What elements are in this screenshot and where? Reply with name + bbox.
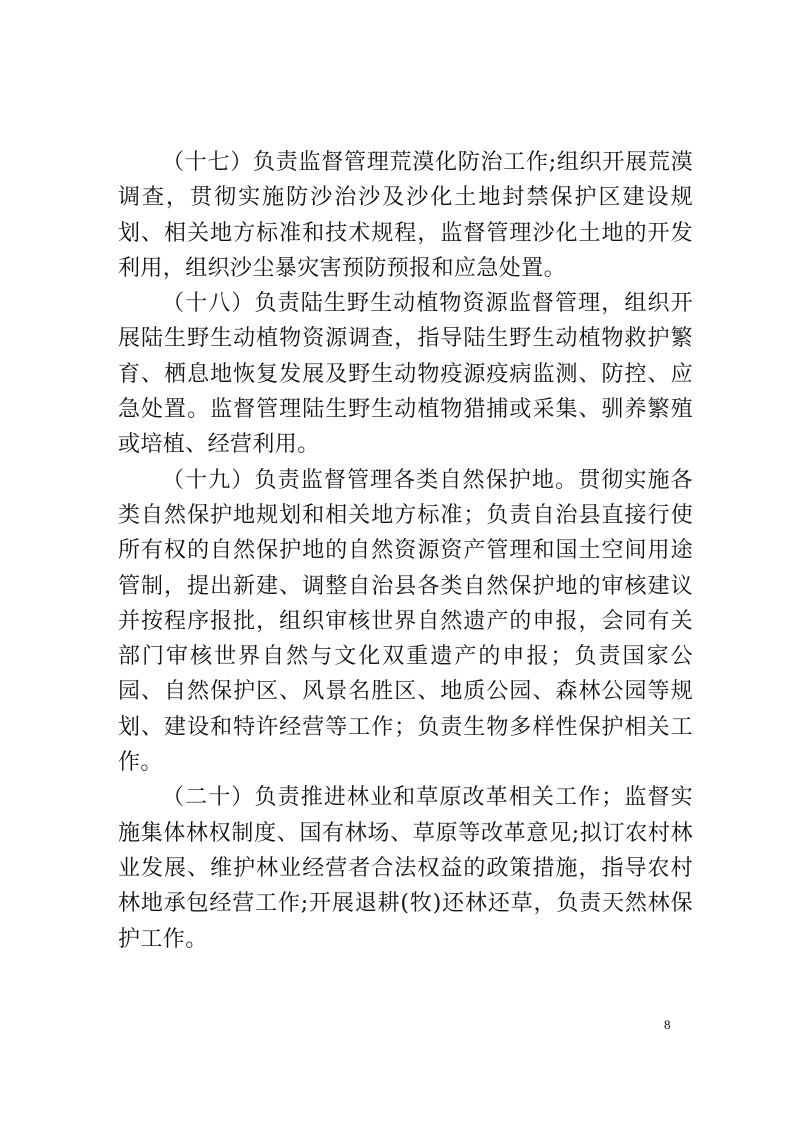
paragraph-20: （二十）负责推进林业和草原改革相关工作；监督实施集体林权制度、国有林场、草原等改革意见;拟订农村林业发展、维护林业经营者合法权益的政策措施，指导农村林地承包经营工作;开展退耕(牧)还林还草，负责天然林保护工作。	[118, 785, 693, 952]
paragraph-19: （十九）负责监督管理各类自然保护地。贯彻实施各类自然保护地规划和相关地方标准；负责自治县直接行使所有权的自然保护地的自然资源资产管理和国土空间用途管制，提出新建、调整自治县各类自然保护地的审核建议并按程序报批，组织审核世界自然遗产的申报，会同有关部门审核世界自然与文化双重遗产的申报；负责国家公园、自然保护区、风景名胜区、地质公园、森林公园等规划、建设和特许经营等工作；负责生物多样性保护相关工作。	[118, 467, 693, 776]
document-body	[118, 145, 693, 957]
paragraph-17: （十七）负责监督管理荒漠化防治工作;组织开展荒漠调查，贯彻实施防沙治沙及沙化土地封禁保护区建设规划、相关地方标准和技术规程，监督管理沙化土地的开发利用，组织沙尘暴灾害预防预报和应急处置。	[118, 150, 693, 281]
paragraph-18: （十八）负责陆生野生动植物资源监督管理，组织开展陆生野生动植物资源调查，指导陆生野生动植物救护繁育、栖息地恢复发展及野生动物疫源疫病监测、防控、应急处置。监督管理陆生野生动植物猎捕或采集、驯养繁殖或培植、经营利用。	[118, 291, 693, 458]
page-number: 8	[664, 1017, 671, 1032]
